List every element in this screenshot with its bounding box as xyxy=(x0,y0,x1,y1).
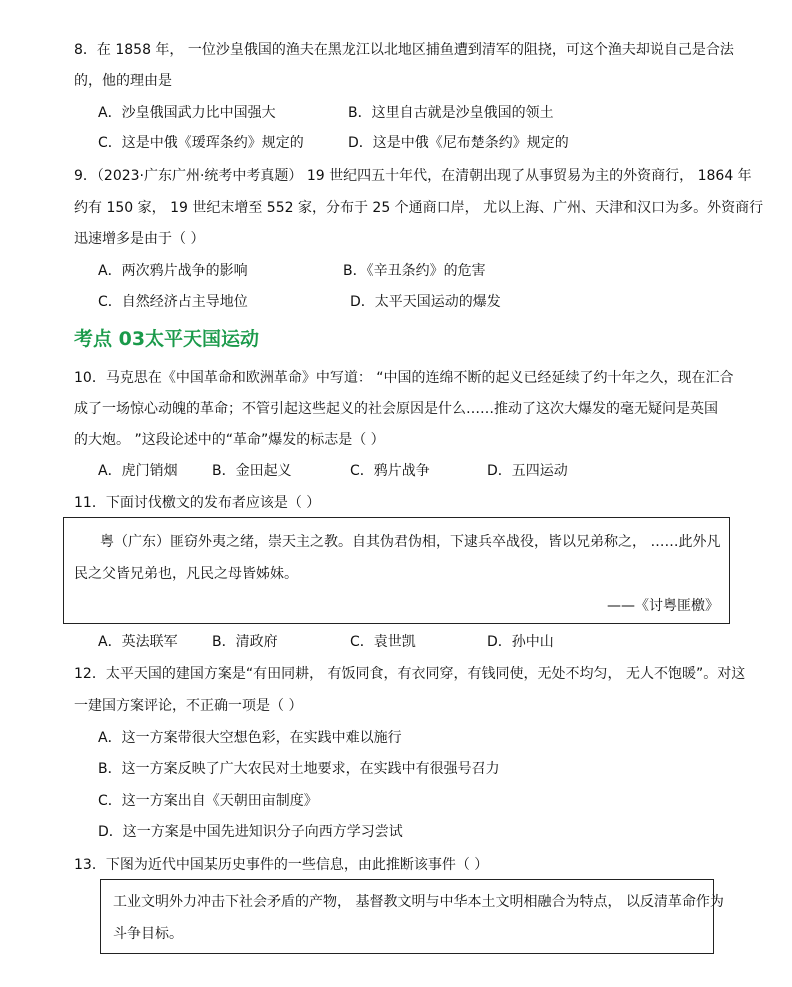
q8-stem-line1: 8．在 1858 年， 一位沙皇俄国的渔夫在黑龙江以北地区捕鱼遭到清军的阻挠，可这个渔夫却说自己是合法 xyxy=(74,42,734,58)
q12-option-d: D．这一方案是中国先进知识分子向西方学习尝试 xyxy=(98,824,403,840)
q9-stem-line1: 9．（2023·广东广州·统考中考真题） 19 世纪四五十年代，在清朝出现了从事贸易为主的外资商行， 1864 年 xyxy=(74,168,752,184)
q8-option-d: D．这是中俄《尼布楚条约》规定的 xyxy=(348,135,569,151)
q10-option-a: A．虎门销烟 xyxy=(98,463,178,479)
q8-option-b: B．这里自古就是沙皇俄国的领土 xyxy=(348,105,554,121)
q12-option-a: A．这一方案带很大空想色彩，在实践中难以施行 xyxy=(98,730,402,746)
q11-option-a: A．英法联军 xyxy=(98,634,178,650)
section-title: 考点 03太平天国运动 xyxy=(74,328,260,350)
q10-option-c: C．鸦片战争 xyxy=(350,463,430,479)
q11-option-b: B．清政府 xyxy=(212,634,278,650)
q12-option-b: B．这一方案反映了广大农民对土地要求，在实践中有很强号召力 xyxy=(98,761,500,777)
q12-option-c: C．这一方案出自《天朝田亩制度》 xyxy=(98,793,318,809)
q10-stem-line2: 成了一场惊心动魄的革命；不管引起这些起义的社会原因是什么……推动了这次大爆发的毫无疑问是英国 xyxy=(74,401,718,417)
q10-option-d: D．五四运动 xyxy=(487,463,568,479)
q13-box-line1: 工业文明外力冲击下社会矛盾的产物， 基督教文明与中华本土文明相融合为特点， 以反清革命作为 xyxy=(113,894,724,910)
q13-stem-line1: 13．下图为近代中国某历史事件的一些信息，由此推断该事件（ ） xyxy=(74,857,489,873)
q8-option-c: C．这是中俄《瑷珲条约》规定的 xyxy=(98,135,304,151)
q11-quote-line2: 民之父皆兄弟也，凡民之母皆姊妹。 xyxy=(74,566,298,582)
q10-stem-line1: 10．马克思在《中国革命和欧洲革命》中写道： “中国的连绵不断的起义已经延续了约十年之久，现在汇合 xyxy=(74,370,734,386)
q11-quote-line1: 粤（广东）匪窃外夷之绪，崇天主之教。自其伪君伪相，下逮兵卒战役，皆以兄弟称之， ……此外凡 xyxy=(100,534,721,550)
q8-option-a: A．沙皇俄国武力比中国强大 xyxy=(98,105,276,121)
q11-option-d: D．孙中山 xyxy=(487,634,554,650)
q9-stem-line2: 约有 150 家， 19 世纪末增至 552 家，分布于 25 个通商口岸， 尤以上海、广州、天津和汉口为多。外资商行 xyxy=(74,200,764,216)
q11-quote-source: ——《讨粤匪檄》 xyxy=(607,598,719,614)
q11-quote-box xyxy=(63,517,730,624)
q11-stem-line1: 11．下面讨伐檄文的发布者应该是（ ） xyxy=(74,495,321,511)
q13-info-box xyxy=(100,879,724,954)
q12-stem-line2: 一建国方案评论，不正确一项是（ ） xyxy=(74,698,303,714)
q10-stem-line3: 的大炮。 ”这段论述中的“革命”爆发的标志是（ ） xyxy=(74,432,385,448)
q9-option-c: C．自然经济占主导地位 xyxy=(98,294,248,310)
q8-stem-line2: 的，他的理由是 xyxy=(74,73,172,89)
q9-stem-line3: 迅速增多是由于（ ） xyxy=(74,231,205,247)
q10-option-b: B．金田起义 xyxy=(212,463,292,479)
q12-stem-line1: 12．太平天国的建国方案是“有田同耕， 有饭同食，有衣同穿，有钱同使，无处不均匀， 无人不饱暖”。对这 xyxy=(74,666,746,682)
q13-box-line2: 斗争目标。 xyxy=(113,926,183,942)
q9-option-b: B．《辛丑条约》的危害 xyxy=(343,263,486,279)
q9-option-d: D．太平天国运动的爆发 xyxy=(350,294,501,310)
q9-option-a: A．两次鸦片战争的影响 xyxy=(98,263,248,279)
q11-option-c: C．袁世凯 xyxy=(350,634,416,650)
